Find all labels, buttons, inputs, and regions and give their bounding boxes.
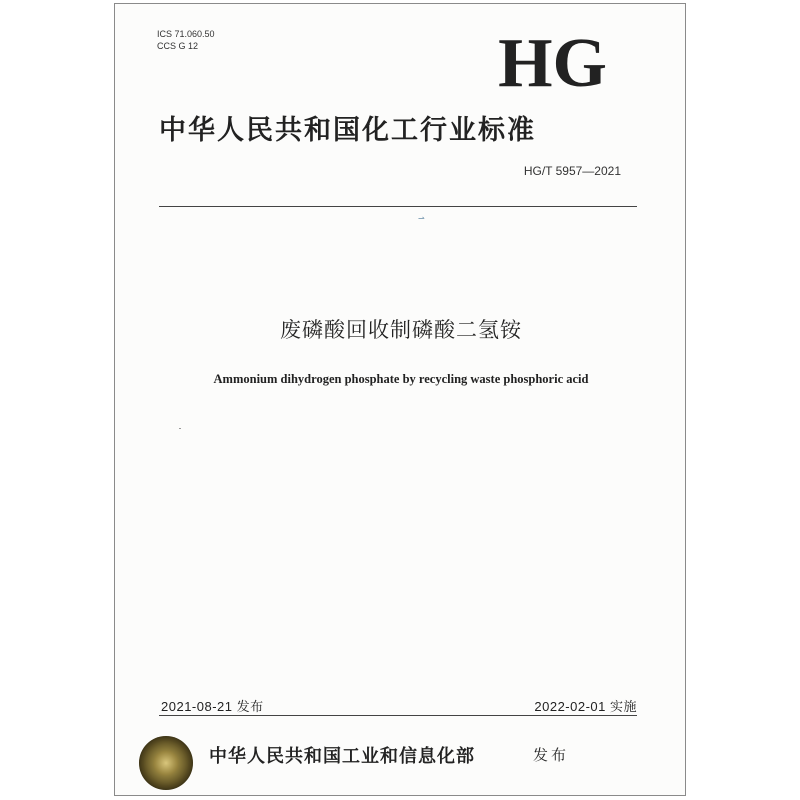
speck [179, 428, 181, 429]
org-title: 中华人民共和国化工行业标准 [159, 115, 536, 146]
implement-date: 2022-02-01 实施 [534, 699, 637, 714]
document-title: 废磷酸回收制磷酸二氢铵 [280, 318, 522, 342]
issuer-name: 中华人民共和国工业和信息化部 [209, 746, 475, 767]
document-subtitle: Ammonium dihydrogen phosphate by recycling waste phosphoric acid [213, 372, 589, 386]
classification-codes [157, 28, 215, 52]
document-cover [114, 3, 686, 796]
header-divider [159, 206, 637, 207]
issuer-suffix: 发布 [533, 746, 570, 764]
release-date: 2021-08-21 发布 [161, 699, 264, 714]
bird-mark-icon: ⇀ [418, 214, 425, 223]
ics-code: ICS 71.060.50 [157, 29, 215, 39]
footer-divider [159, 715, 637, 716]
ccs-code: CCS G 12 [157, 41, 199, 51]
hg-logo: HG [498, 25, 607, 102]
seal-icon [139, 736, 193, 790]
standard-number: HG/T 5957—2021 [523, 164, 621, 178]
